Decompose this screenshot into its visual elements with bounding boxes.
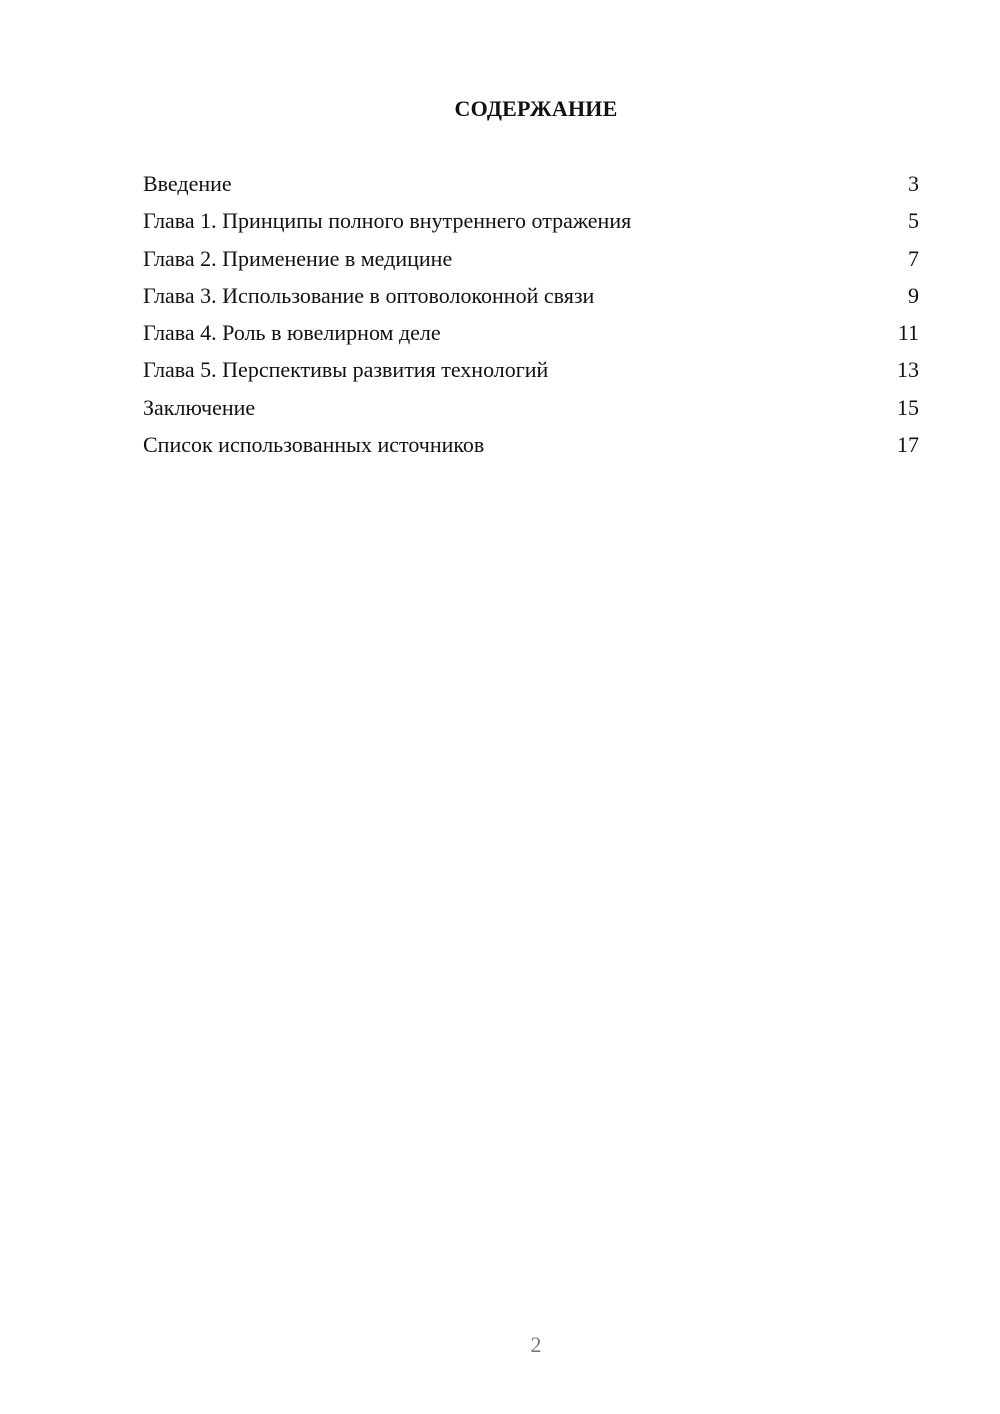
toc-row — [143, 243, 919, 280]
toc-page-number: 9 — [908, 282, 919, 308]
toc-row — [143, 392, 919, 429]
toc-entry-title: Список использованных источников — [143, 432, 485, 458]
toc-entry-title: Заключение — [143, 394, 256, 420]
toc-row — [143, 354, 919, 391]
table-of-contents — [143, 168, 919, 466]
toc-entry-title: Глава 3. Использование в оптоволоконной связи — [143, 282, 595, 308]
toc-row — [143, 168, 919, 205]
toc-title: СОДЕРЖАНИЕ — [454, 96, 618, 121]
toc-page-number: 5 — [908, 208, 919, 234]
toc-row — [143, 429, 919, 466]
toc-page-number: 13 — [897, 357, 919, 383]
toc-entry-title: Глава 1. Принципы полного внутреннего отражения — [143, 208, 632, 234]
toc-entry-title: Глава 5. Перспективы развития технологий — [143, 357, 549, 383]
toc-page-number: 7 — [908, 245, 919, 271]
toc-entry-title: Глава 4. Роль в ювелирном деле — [143, 320, 441, 346]
toc-page-number: 3 — [908, 171, 919, 196]
toc-page-number: 15 — [897, 394, 919, 420]
page-number: 2 — [530, 1332, 542, 1357]
toc-page-number: 17 — [897, 432, 919, 458]
toc-row — [143, 317, 919, 354]
toc-row — [143, 280, 919, 317]
toc-entry-title: Введение — [143, 171, 232, 196]
toc-row — [143, 205, 919, 242]
toc-page-number: 11 — [897, 320, 919, 346]
toc-entry-title: Глава 2. Применение в медицине — [143, 245, 453, 271]
